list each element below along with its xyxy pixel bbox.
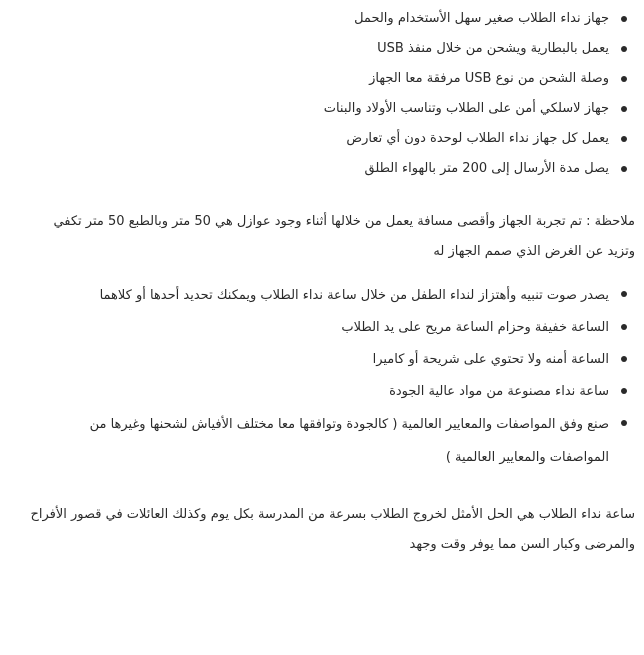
list-item: يصل مدة الأرسال إلى 200 متر بالهواء الطلق xyxy=(30,154,609,184)
list-item: يصدر صوت تنبيه وأهتزاز لنداء الطفل من خلال ساعة نداء الطلاب ويمكنك تحديد أحدها أو كلاهما xyxy=(30,279,609,312)
list-item: صنع وفق المواصفات والمعايير العالمية ( كالجودة وتوافقها معا مختلف الأفياش لشحنها وغيرها من المواصفات والمعايير العالمية ) xyxy=(30,408,609,474)
list-item: جهاز لاسلكي أمن على الطلاب وتناسب الأولاد والبنات xyxy=(30,94,609,124)
closing-paragraph: ساعة نداء الطلاب هي الحل الأمثل لخروج الطلاب بسرعة من المدرسة بكل يوم وكذلك العائلات في قصور الأفراح والمرضى وكبار السن مما يوفر وقت وجهد xyxy=(30,507,635,552)
list-item: الساعة خفيفة وحزام الساعة مريح على يد الطلاب xyxy=(30,312,609,344)
list-item: ساعة نداء مصنوعة من مواد عالية الجودة xyxy=(30,376,609,408)
features-list xyxy=(30,4,635,184)
list-item: يعمل كل جهاز نداء الطلاب لوحدة دون أي تعارض xyxy=(30,124,609,154)
note-paragraph: ملاحظة : تم تجربة الجهاز وأقصى مسافة يعمل من خلالها أثناء وجود عوازل هي 50 متر وبالطبع 50 متر تكفي وتزيد عن الغرض الذي صمم الجهاز له xyxy=(53,214,635,259)
list-item: الساعة أمنه ولا تحتوي على شريحة أو كاميرا xyxy=(30,344,609,376)
list-item: يعمل بالبطارية ويشحن من خلال منفذ USB xyxy=(30,34,609,64)
list-item: وصلة الشحن من نوع USB مرفقة معا الجهاز xyxy=(30,64,609,94)
watch-features-list xyxy=(30,279,635,474)
list-item: جهاز نداء الطلاب صغير سهل الأستخدام والحمل xyxy=(30,4,609,34)
